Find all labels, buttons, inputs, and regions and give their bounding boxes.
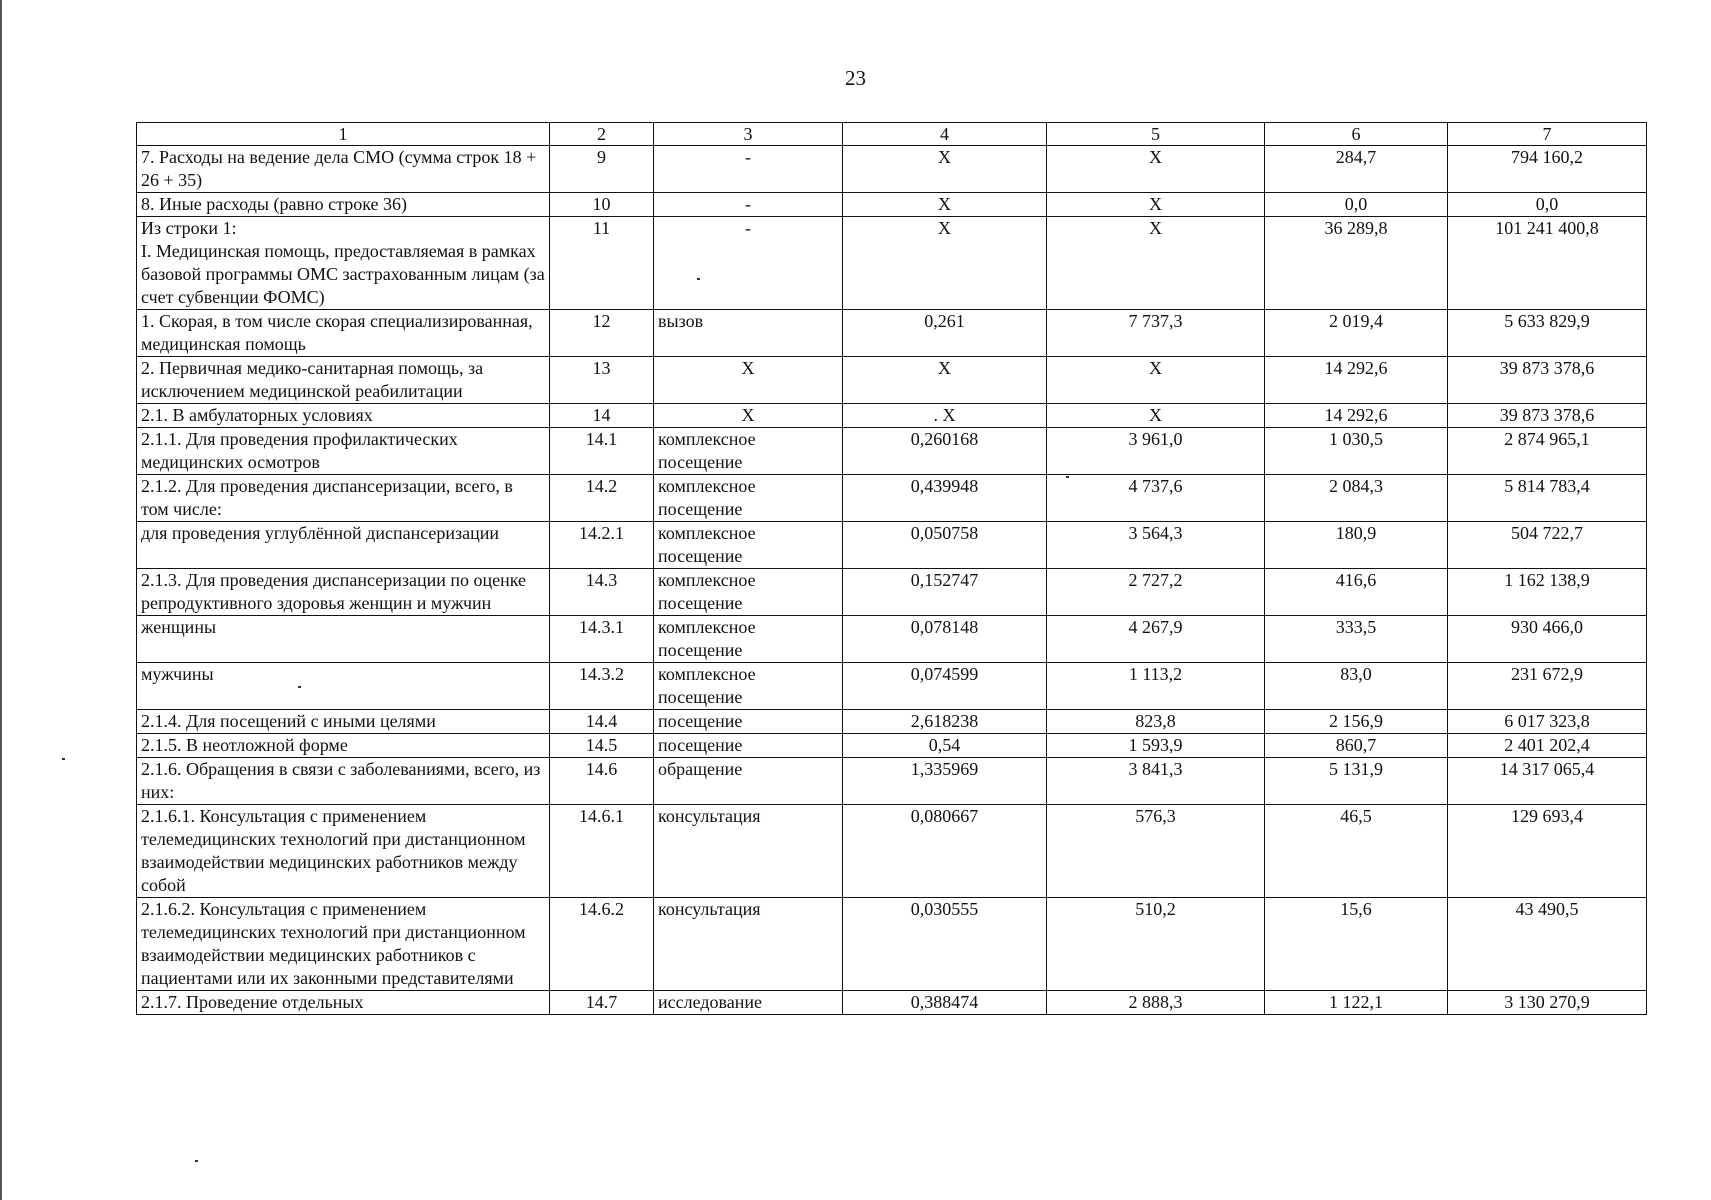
row-name-cell: 2.1.3. Для проведения диспансеризации по оценке репродуктивного здоровья женщин и мужчин: [137, 569, 550, 616]
row-per-capita-cell: 0,0: [1265, 193, 1448, 217]
row-per-capita-cell: 333,5: [1265, 616, 1448, 663]
row-total-cell: 0,0: [1448, 193, 1647, 217]
row-per-capita-cell: 5 131,9: [1265, 758, 1448, 805]
row-cost-cell: X: [1047, 357, 1265, 404]
row-volume-cell: 0,030555: [843, 898, 1047, 991]
row-volume-cell: X: [843, 217, 1047, 310]
row-total-cell: 6 017 323,8: [1448, 710, 1647, 734]
row-line-number-cell: 11: [550, 217, 654, 310]
row-unit-cell: комплексное посещение: [654, 522, 843, 569]
table-row: [137, 569, 1647, 616]
row-per-capita-cell: 1 122,1: [1265, 991, 1448, 1015]
row-unit-cell: комплексное посещение: [654, 428, 843, 475]
page-number: 23: [845, 66, 866, 90]
table-row: [137, 522, 1647, 569]
row-cost-cell: X: [1047, 404, 1265, 428]
row-cost-cell: 7 737,3: [1047, 310, 1265, 357]
row-line-number-cell: 14.6.1: [550, 805, 654, 898]
row-name-cell: женщины: [137, 616, 550, 663]
row-per-capita-cell: 14 292,6: [1265, 404, 1448, 428]
row-volume-cell: 0,074599: [843, 663, 1047, 710]
column-number: 6: [1265, 123, 1448, 146]
row-line-number-cell: 14.6: [550, 758, 654, 805]
row-cost-cell: X: [1047, 193, 1265, 217]
scan-edge-line: [0, 0, 2, 1200]
row-line-number-cell: 12: [550, 310, 654, 357]
row-name-cell: 7. Расходы на ведение дела СМО (сумма строк 18 + 26 + 35): [137, 146, 550, 193]
row-volume-cell: 0,050758: [843, 522, 1047, 569]
row-per-capita-cell: 284,7: [1265, 146, 1448, 193]
row-volume-cell: X: [843, 357, 1047, 404]
scan-speck: [697, 278, 700, 280]
financial-table: [136, 122, 1647, 1015]
row-cost-cell: 2 727,2: [1047, 569, 1265, 616]
row-line-number-cell: 14.3.2: [550, 663, 654, 710]
row-per-capita-cell: 2 084,3: [1265, 475, 1448, 522]
row-cost-cell: 1 113,2: [1047, 663, 1265, 710]
row-cost-cell: 576,3: [1047, 805, 1265, 898]
row-line-number-cell: 14.3: [550, 569, 654, 616]
row-name-cell: 2. Первичная медико-санитарная помощь, за исключением медицинской реабилитации: [137, 357, 550, 404]
table-row: [137, 710, 1647, 734]
column-number: 3: [654, 123, 843, 146]
row-name-cell: 2.1.7. Проведение отдельных: [137, 991, 550, 1015]
row-volume-cell: 0,54: [843, 734, 1047, 758]
row-per-capita-cell: 15,6: [1265, 898, 1448, 991]
row-unit-cell: -: [654, 193, 843, 217]
row-cost-cell: 510,2: [1047, 898, 1265, 991]
row-line-number-cell: 14.3.1: [550, 616, 654, 663]
row-volume-cell: 0,078148: [843, 616, 1047, 663]
row-volume-cell: 0,260168: [843, 428, 1047, 475]
row-unit-cell: комплексное посещение: [654, 475, 843, 522]
table-row: [137, 734, 1647, 758]
row-cost-cell: 2 888,3: [1047, 991, 1265, 1015]
row-unit-cell: посещение: [654, 734, 843, 758]
table-row: [137, 898, 1647, 991]
table-row: [137, 663, 1647, 710]
table-row: [137, 357, 1647, 404]
row-name-cell: Из строки 1: I. Медицинская помощь, предоставляемая в рамках базовой программы ОМС застрахованным лицам (за счет субвенции ФОМС): [137, 217, 550, 310]
row-unit-cell: вызов: [654, 310, 843, 357]
row-volume-cell: 0,080667: [843, 805, 1047, 898]
row-per-capita-cell: 83,0: [1265, 663, 1448, 710]
row-total-cell: 3 130 270,9: [1448, 991, 1647, 1015]
row-total-cell: 1 162 138,9: [1448, 569, 1647, 616]
row-cost-cell: 3 564,3: [1047, 522, 1265, 569]
row-cost-cell: 4 267,9: [1047, 616, 1265, 663]
table-row: [137, 404, 1647, 428]
row-unit-cell: консультация: [654, 898, 843, 991]
row-name-cell: 8. Иные расходы (равно строке 36): [137, 193, 550, 217]
table-row: [137, 991, 1647, 1015]
column-number: 1: [137, 123, 550, 146]
row-per-capita-cell: 1 030,5: [1265, 428, 1448, 475]
row-name-cell: мужчины: [137, 663, 550, 710]
row-line-number-cell: 14.1: [550, 428, 654, 475]
row-per-capita-cell: 2 019,4: [1265, 310, 1448, 357]
column-number: 4: [843, 123, 1047, 146]
row-cost-cell: X: [1047, 146, 1265, 193]
column-number: 2: [550, 123, 654, 146]
scan-speck: [1066, 476, 1069, 478]
row-cost-cell: 3 841,3: [1047, 758, 1265, 805]
row-total-cell: 2 401 202,4: [1448, 734, 1647, 758]
row-name-cell: 2.1.6.2. Консультация с применением телемедицинских технологий при дистанционном взаимодействии медицинских работников с пациентами или их законными представителями: [137, 898, 550, 991]
row-unit-cell: исследование: [654, 991, 843, 1015]
row-total-cell: 39 873 378,6: [1448, 404, 1647, 428]
row-name-cell: 2.1.6.1. Консультация с применением телемедицинских технологий при дистанционном взаимодействии медицинских работников между собой: [137, 805, 550, 898]
row-total-cell: 101 241 400,8: [1448, 217, 1647, 310]
row-name-cell: 1. Скорая, в том числе скорая специализированная, медицинская помощь: [137, 310, 550, 357]
row-volume-cell: 0,261: [843, 310, 1047, 357]
row-unit-cell: X: [654, 357, 843, 404]
scan-speck: [62, 758, 65, 760]
row-total-cell: 43 490,5: [1448, 898, 1647, 991]
row-line-number-cell: 14.5: [550, 734, 654, 758]
row-name-cell: 2.1. В амбулаторных условиях: [137, 404, 550, 428]
table-row: [137, 758, 1647, 805]
column-number: 7: [1448, 123, 1647, 146]
row-unit-cell: -: [654, 217, 843, 310]
row-per-capita-cell: 2 156,9: [1265, 710, 1448, 734]
row-per-capita-cell: 46,5: [1265, 805, 1448, 898]
row-total-cell: 930 466,0: [1448, 616, 1647, 663]
row-total-cell: 39 873 378,6: [1448, 357, 1647, 404]
row-name-cell: 2.1.5. В неотложной форме: [137, 734, 550, 758]
row-unit-cell: комплексное посещение: [654, 616, 843, 663]
row-cost-cell: 823,8: [1047, 710, 1265, 734]
table-row: [137, 217, 1647, 310]
row-per-capita-cell: 416,6: [1265, 569, 1448, 616]
row-line-number-cell: 10: [550, 193, 654, 217]
scan-speck: [298, 686, 301, 688]
row-total-cell: 14 317 065,4: [1448, 758, 1647, 805]
row-per-capita-cell: 14 292,6: [1265, 357, 1448, 404]
row-volume-cell: X: [843, 146, 1047, 193]
row-total-cell: 5 814 783,4: [1448, 475, 1647, 522]
row-volume-cell: . X: [843, 404, 1047, 428]
row-line-number-cell: 14.6.2: [550, 898, 654, 991]
table-row: [137, 146, 1647, 193]
row-unit-cell: обращение: [654, 758, 843, 805]
row-name-cell: 2.1.4. Для посещений с иными целями: [137, 710, 550, 734]
table-row: [137, 193, 1647, 217]
table-row: [137, 428, 1647, 475]
row-volume-cell: 1,335969: [843, 758, 1047, 805]
row-unit-cell: -: [654, 146, 843, 193]
row-unit-cell: посещение: [654, 710, 843, 734]
row-unit-cell: комплексное посещение: [654, 663, 843, 710]
row-name-cell: 2.1.2. Для проведения диспансеризации, всего, в том числе:: [137, 475, 550, 522]
row-total-cell: 2 874 965,1: [1448, 428, 1647, 475]
row-total-cell: 794 160,2: [1448, 146, 1647, 193]
row-unit-cell: X: [654, 404, 843, 428]
row-line-number-cell: 14: [550, 404, 654, 428]
row-volume-cell: 0,388474: [843, 991, 1047, 1015]
table-row: [137, 616, 1647, 663]
table-row: [137, 805, 1647, 898]
row-volume-cell: 2,618238: [843, 710, 1047, 734]
scan-speck: [195, 1160, 198, 1162]
row-cost-cell: 3 961,0: [1047, 428, 1265, 475]
row-line-number-cell: 14.7: [550, 991, 654, 1015]
row-name-cell: для проведения углублённой диспансеризации: [137, 522, 550, 569]
column-number-row: [137, 123, 1647, 146]
row-unit-cell: комплексное посещение: [654, 569, 843, 616]
row-name-cell: 2.1.6. Обращения в связи с заболеваниями, всего, из них:: [137, 758, 550, 805]
row-per-capita-cell: 36 289,8: [1265, 217, 1448, 310]
row-line-number-cell: 9: [550, 146, 654, 193]
row-total-cell: 231 672,9: [1448, 663, 1647, 710]
row-cost-cell: X: [1047, 217, 1265, 310]
table-row: [137, 475, 1647, 522]
row-cost-cell: 4 737,6: [1047, 475, 1265, 522]
row-unit-cell: консультация: [654, 805, 843, 898]
row-line-number-cell: 14.2.1: [550, 522, 654, 569]
row-per-capita-cell: 180,9: [1265, 522, 1448, 569]
row-per-capita-cell: 860,7: [1265, 734, 1448, 758]
table-row: [137, 310, 1647, 357]
row-cost-cell: 1 593,9: [1047, 734, 1265, 758]
row-total-cell: 129 693,4: [1448, 805, 1647, 898]
row-name-cell: 2.1.1. Для проведения профилактических медицинских осмотров: [137, 428, 550, 475]
row-line-number-cell: 14.4: [550, 710, 654, 734]
row-line-number-cell: 14.2: [550, 475, 654, 522]
column-number: 5: [1047, 123, 1265, 146]
row-volume-cell: 0,439948: [843, 475, 1047, 522]
row-total-cell: 504 722,7: [1448, 522, 1647, 569]
row-line-number-cell: 13: [550, 357, 654, 404]
row-volume-cell: X: [843, 193, 1047, 217]
row-volume-cell: 0,152747: [843, 569, 1047, 616]
row-total-cell: 5 633 829,9: [1448, 310, 1647, 357]
